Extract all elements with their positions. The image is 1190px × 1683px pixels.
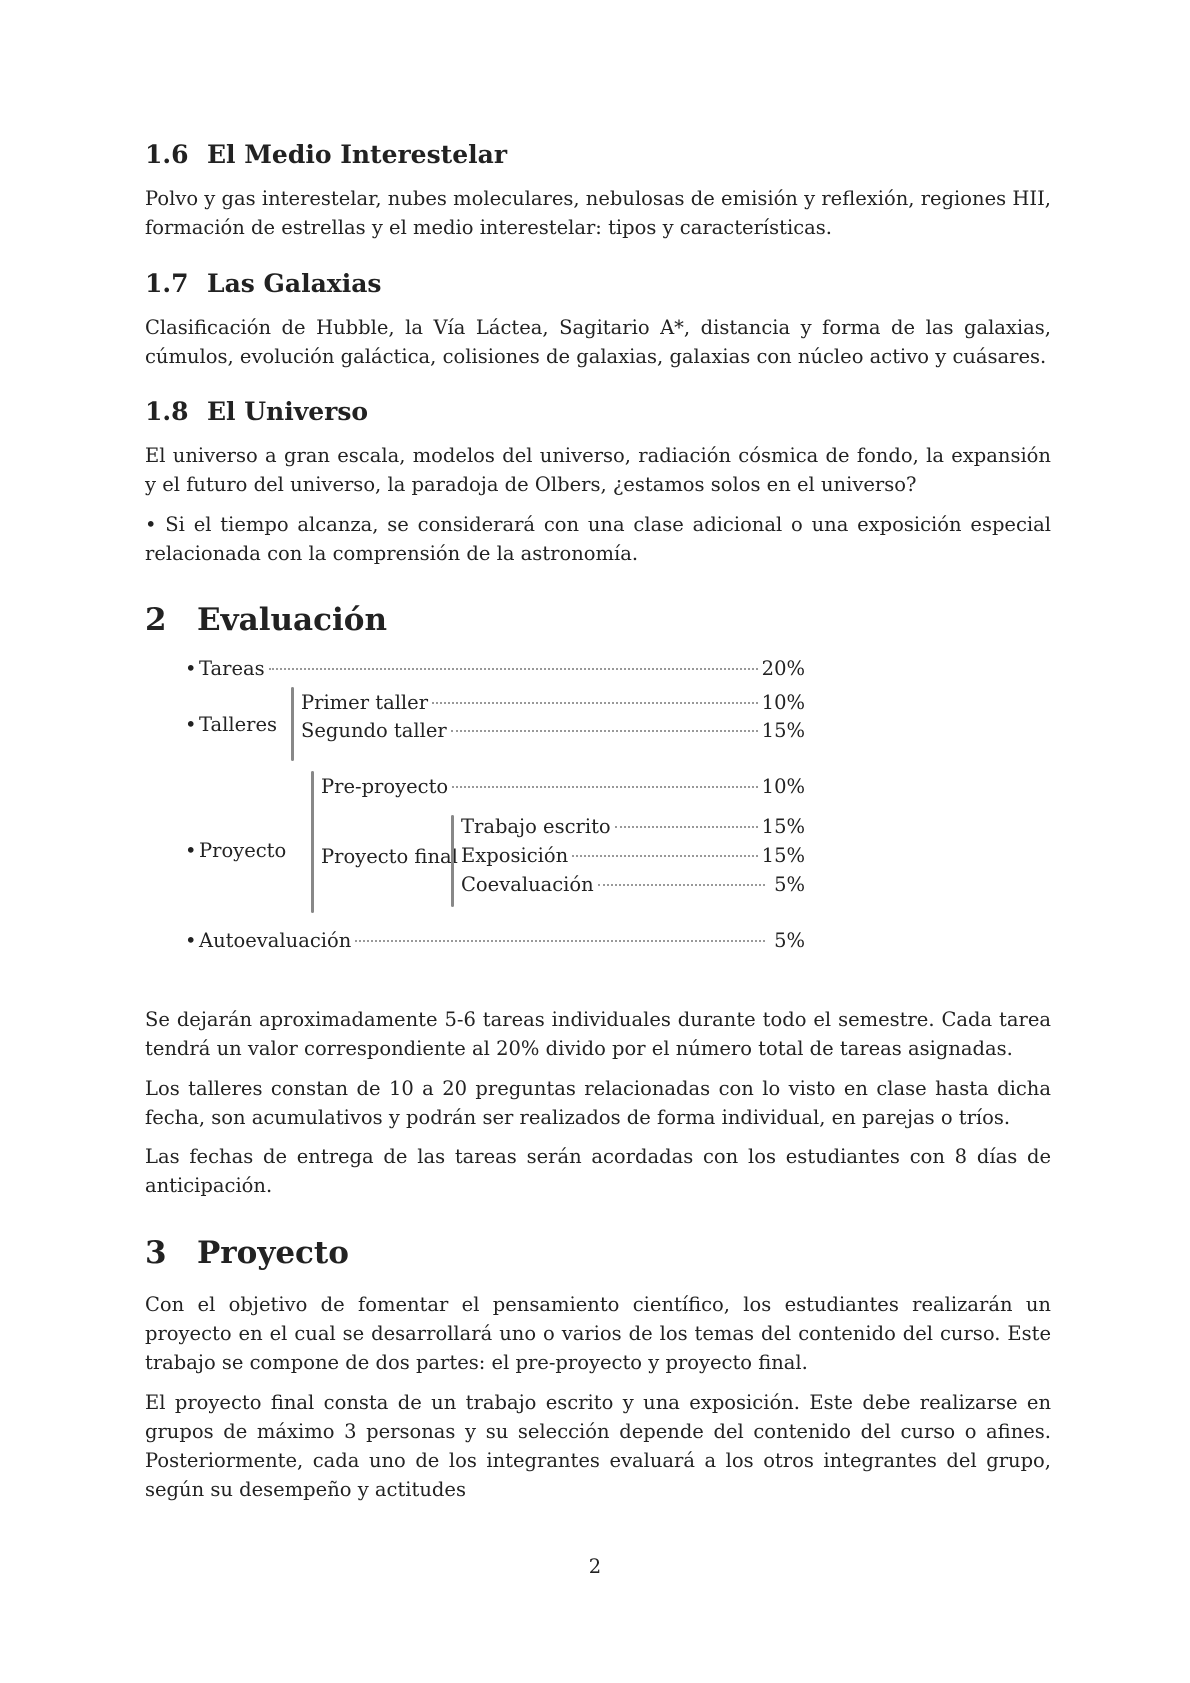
eval-group-talleres xyxy=(185,713,277,736)
section-heading xyxy=(145,1235,1051,1272)
bullet-icon: • xyxy=(185,929,197,953)
paragraph: Los talleres constan de 10 a 20 preguntas relacionadas con lo visto en clase hasta dicha fecha, son acumulativos y podrán ser realizados de forma individual, en parejas o tríos. xyxy=(145,1076,1051,1129)
eval-item-exposicion xyxy=(461,844,805,867)
paragraph: Las fechas de entrega de las tareas serán acordadas con los estudiantes con 8 días de anticipación. xyxy=(145,1145,1051,1198)
section-heading xyxy=(145,140,1051,170)
eval-label: Autoevaluación xyxy=(199,929,352,953)
eval-value: 15% xyxy=(761,844,805,868)
section-number: 1.6 xyxy=(145,140,189,169)
eval-item-coevaluacion xyxy=(461,873,805,896)
section-title: Evaluación xyxy=(197,602,387,638)
eval-item-tareas xyxy=(185,657,805,680)
bullet-icon: • xyxy=(185,839,197,863)
eval-label: Talleres xyxy=(199,713,277,737)
section-2 xyxy=(145,602,1051,1201)
section-title: El Medio Interestelar xyxy=(207,140,507,169)
section-number: 1.8 xyxy=(145,397,189,426)
eval-value: 15% xyxy=(761,815,805,839)
section-title: El Universo xyxy=(207,397,369,426)
eval-label: Primer taller xyxy=(301,691,429,715)
eval-group-proyecto xyxy=(185,839,286,862)
eval-group-proyecto-final xyxy=(321,845,458,868)
eval-item-autoevaluacion xyxy=(185,929,805,952)
dot-leader xyxy=(432,702,758,704)
section-number: 1.7 xyxy=(145,268,189,298)
paragraph: Con el objetivo de fomentar el pensamiento científico, los estudiantes realizarán un proyecto en el cual se desarrollará uno o varios de los temas del contenido del curso. Este trabajo se compone de dos partes: el pre-proyecto y proyecto final. xyxy=(145,1292,1051,1375)
section-heading xyxy=(145,602,1051,639)
eval-label: Proyecto final xyxy=(321,845,458,869)
eval-label: Coevaluación xyxy=(461,873,594,897)
dot-leader xyxy=(615,826,758,828)
eval-label: Exposición xyxy=(461,844,569,868)
section-title: Las Galaxias xyxy=(207,268,382,298)
dot-leader xyxy=(598,884,765,886)
eval-value: 15% xyxy=(761,719,805,743)
dot-leader xyxy=(451,730,758,732)
eval-label: Segundo taller xyxy=(301,719,447,743)
evaluation-tree xyxy=(185,657,1051,1005)
document-body xyxy=(145,140,1051,1531)
eval-value: 10% xyxy=(761,691,805,715)
dot-leader xyxy=(572,855,758,857)
eval-label: Trabajo escrito xyxy=(461,815,611,839)
paragraph: Se dejarán aproximadamente 5-6 tareas individuales durante todo el semestre. Cada tarea tendrá un valor correspondiente al 20% divido por el número total de tareas asignadas. xyxy=(145,1008,1051,1061)
dot-leader xyxy=(269,668,758,670)
section-1-6 xyxy=(145,140,1051,243)
eval-item-trabajo-escrito xyxy=(461,815,805,838)
eval-label: Tareas xyxy=(199,657,265,681)
section-1-8 xyxy=(145,397,1051,568)
paragraph: Polvo y gas interestelar, nubes moleculares, nebulosas de emisión y reflexión, regiones HII, formación de estrellas y el medio interestelar: tipos y características. xyxy=(145,187,1051,240)
eval-item-preproyecto xyxy=(321,775,805,798)
section-number: 2 xyxy=(145,602,167,638)
paragraph: El proyecto final consta de un trabajo escrito y una exposición. Este debe realizarse en grupos de máximo 3 personas y su selección depende del contenido del curso o afines. Posteriormente, cada uno de los integrantes evaluará a los otros integrantes del grupo, según su desempeño y actitudes xyxy=(145,1390,1051,1502)
section-title: Proyecto xyxy=(197,1234,349,1271)
eval-value: 10% xyxy=(761,775,805,799)
dot-leader xyxy=(355,940,765,942)
section-1-7 xyxy=(145,269,1051,372)
page-number: 2 xyxy=(588,1555,602,1578)
paragraph: • Si el tiempo alcanza, se considerará con una clase adicional o una exposición especial relacionada con la comprensión de la astronomía. xyxy=(145,512,1051,565)
eval-value: 5% xyxy=(774,873,805,897)
eval-value: 20% xyxy=(761,657,805,681)
section-heading xyxy=(145,397,1051,427)
eval-item-taller-2 xyxy=(301,719,805,742)
section-heading xyxy=(145,269,1051,299)
paragraph: El universo a gran escala, modelos del universo, radiación cósmica de fondo, la expansión y el futuro del universo, la paradoja de Olbers, ¿estamos solos en el universo? xyxy=(145,444,1051,497)
eval-label: Proyecto xyxy=(199,839,287,863)
bracket xyxy=(311,771,314,913)
bullet-icon: • xyxy=(185,713,197,737)
eval-value: 5% xyxy=(774,929,805,953)
section-3 xyxy=(145,1235,1051,1505)
bracket xyxy=(291,687,294,761)
eval-item-taller-1 xyxy=(301,691,805,714)
bracket xyxy=(451,815,454,907)
paragraph: Clasificación de Hubble, la Vía Láctea, Sagitario A*, distancia y forma de las galaxias, cúmulos, evolución galáctica, colisiones de galaxias, galaxias con núcleo activo y cuásares. xyxy=(145,315,1051,368)
dot-leader xyxy=(452,786,757,788)
section-number: 3 xyxy=(145,1234,167,1271)
bullet-icon: • xyxy=(185,657,197,681)
eval-label: Pre-proyecto xyxy=(321,775,449,799)
